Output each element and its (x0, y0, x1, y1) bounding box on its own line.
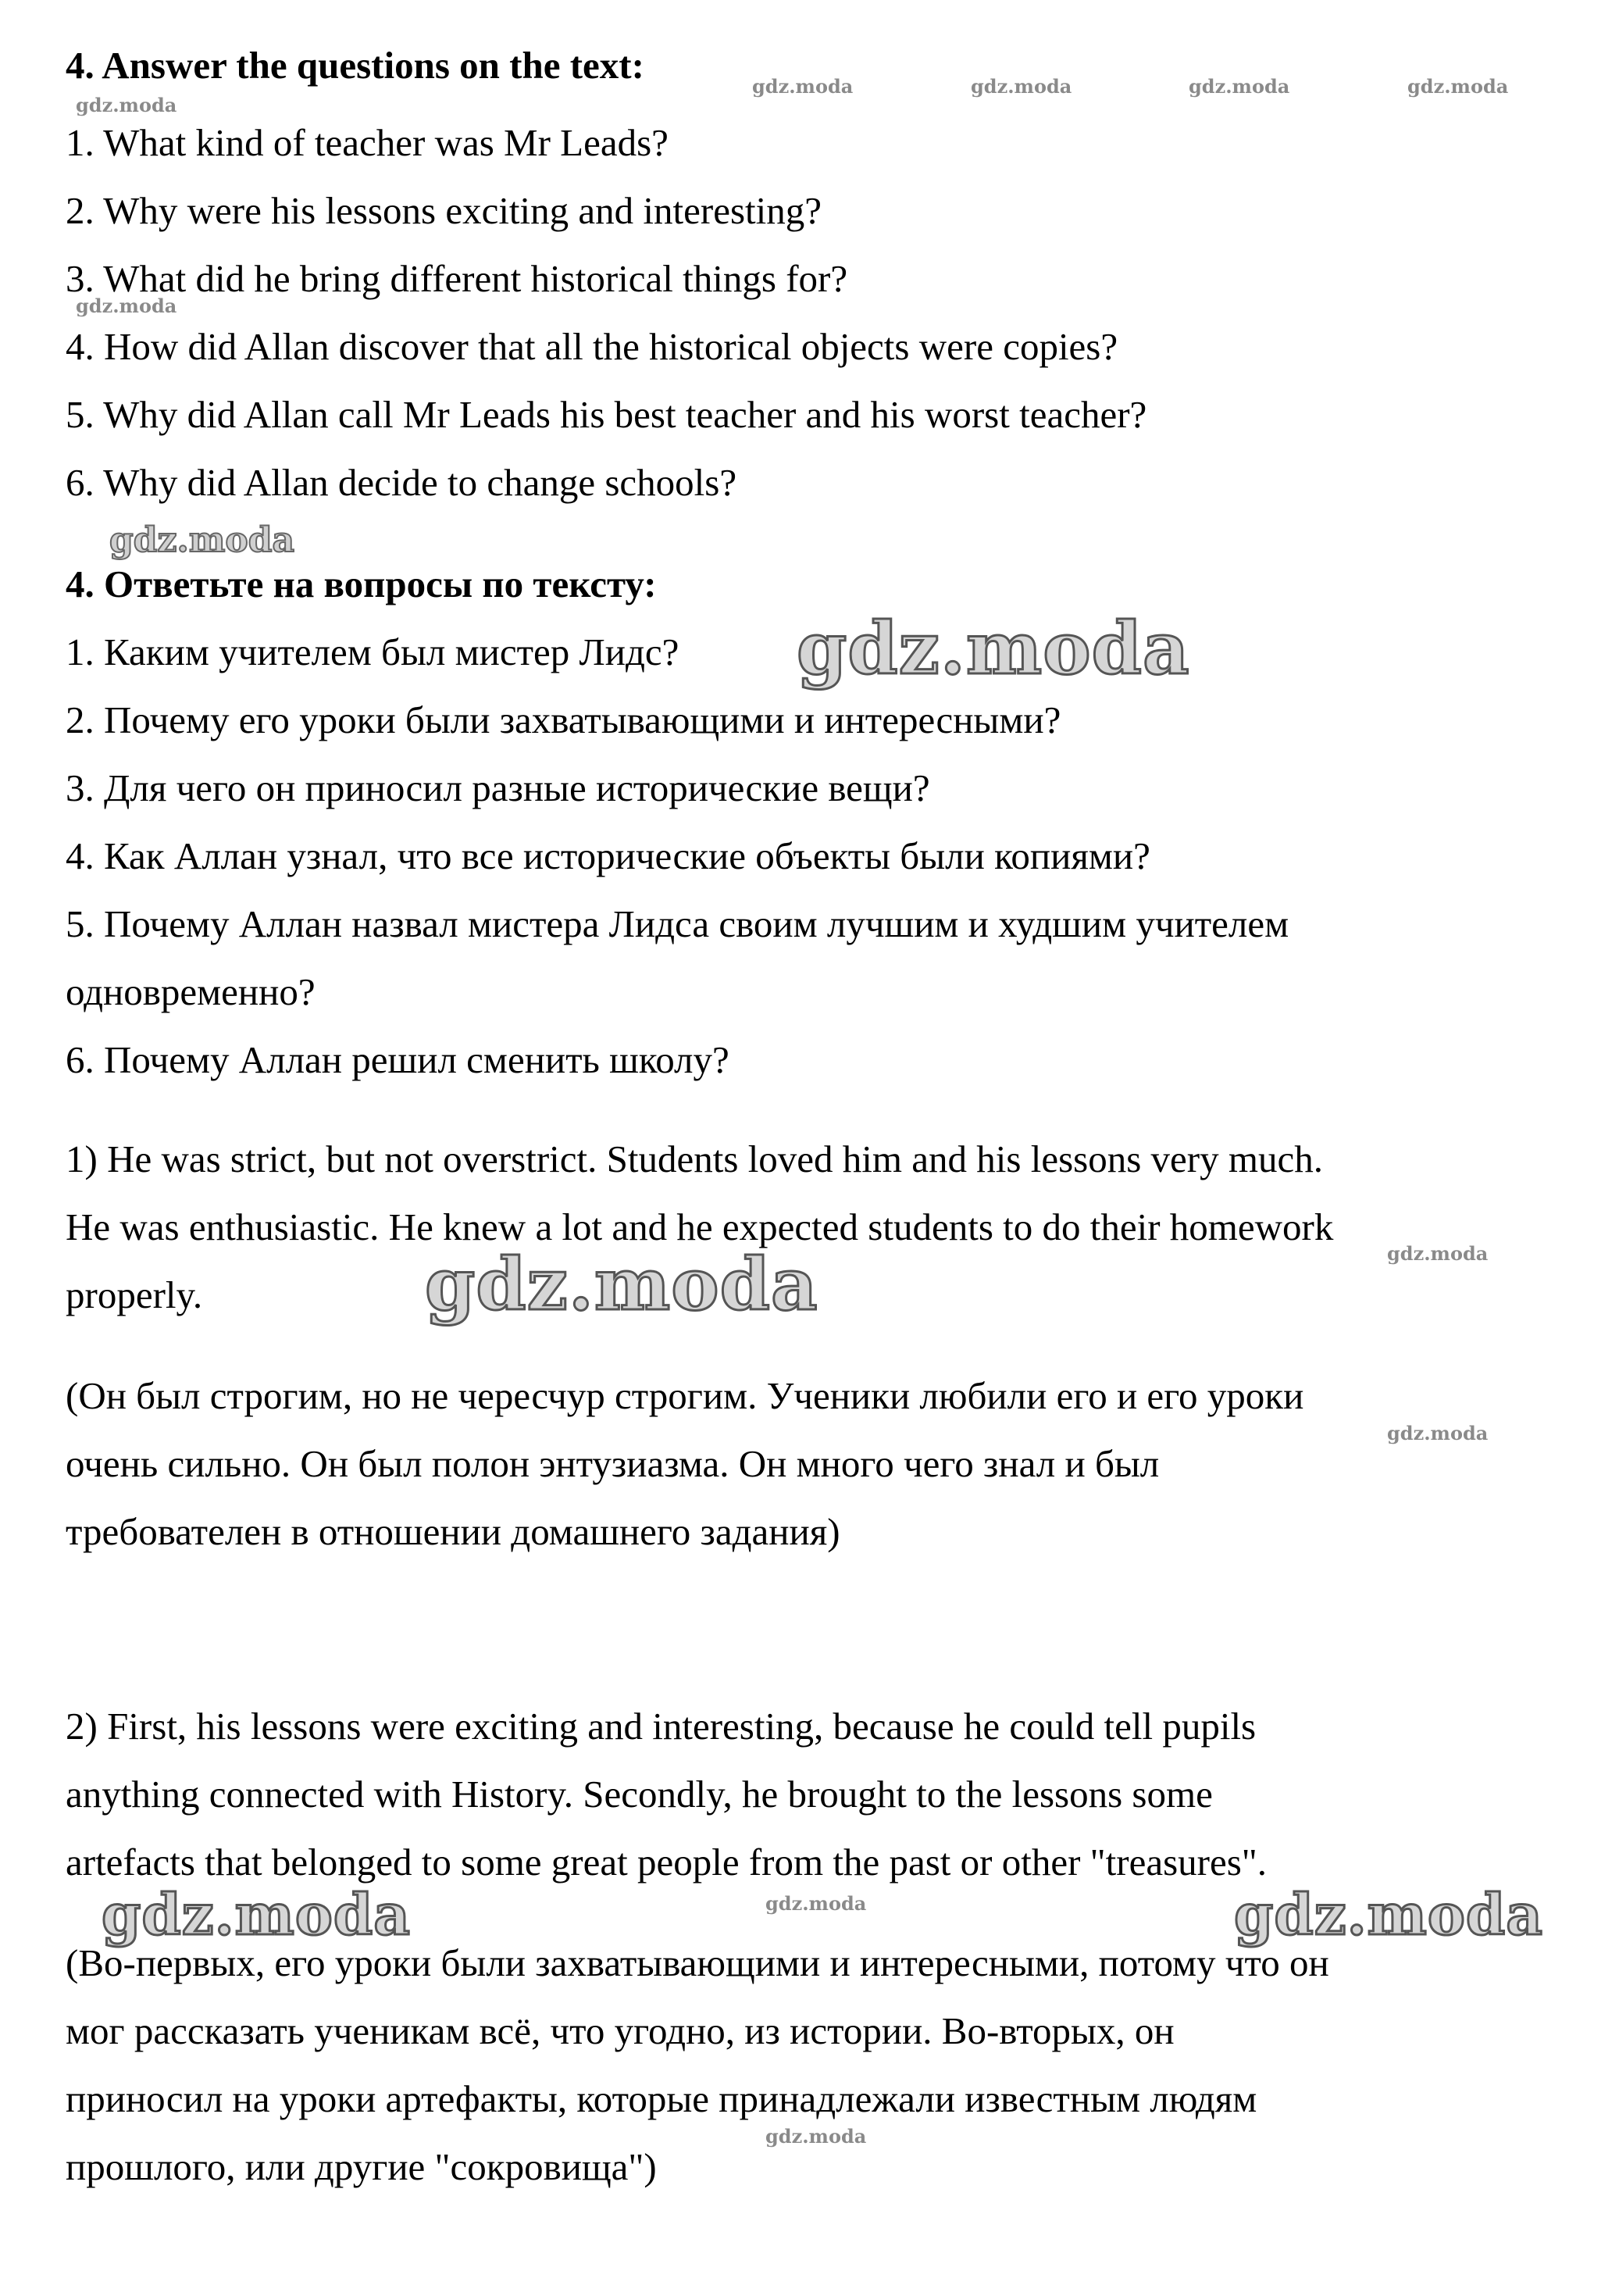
watermark: gdz.moda (76, 94, 177, 116)
watermark: gdz.moda (102, 1881, 411, 1948)
question-en-6: 6. Why did Allan decide to change schools? (66, 461, 737, 504)
watermark: gdz.moda (1387, 1242, 1489, 1265)
watermark: gdz.moda (1234, 1881, 1543, 1948)
question-en-4: 4. How did Allan discover that all the historical objects were copies? (66, 325, 1118, 368)
watermark: gdz.moda (765, 1892, 867, 1915)
question-ru-6: 6. Почему Аллан решил сменить школу? (66, 1038, 729, 1081)
answer-1-en-line-3: properly. (66, 1273, 203, 1316)
answer-2-ru-line-4: прошлого, или другие "сокровища") (66, 2145, 657, 2188)
question-ru-5-continued: одновременно? (66, 970, 316, 1013)
question-ru-5: 5. Почему Аллан назвал мистера Лидса своим лучшим и худшим учителем (66, 902, 1289, 945)
watermark: gdz.moda (797, 606, 1190, 691)
answer-1-ru-line-1: (Он был строгим, но не чересчур строгим. Ученики любили его и его уроки (66, 1374, 1304, 1417)
watermark: gdz.moda (765, 2125, 867, 2148)
question-en-5: 5. Why did Allan call Mr Leads his best teacher and his worst teacher? (66, 393, 1147, 436)
question-en-2: 2. Why were his lessons exciting and interesting? (66, 189, 822, 232)
answer-2-en-line-1: 2) First, his lessons were exciting and interesting, because he could tell pupils (66, 1705, 1257, 1748)
answer-2-en-line-3: artefacts that belonged to some great people from the past or other "treasures". (66, 1841, 1268, 1884)
watermark: gdz.moda (76, 295, 177, 317)
watermark: gdz.moda (1189, 75, 1290, 98)
watermark: gdz.moda (752, 75, 854, 98)
answer-1-ru-line-3: требователен в отношении домашнего задания) (66, 1510, 840, 1553)
answer-2-ru-line-1: (Во-первых, его уроки были захватывающими и интересными, потому что он (66, 1941, 1329, 1984)
watermark: gdz.moda (425, 1242, 818, 1327)
answer-2-ru-line-2: мог рассказать ученикам всё, что угодно, из истории. Во-вторых, он (66, 2009, 1175, 2052)
questions-en-heading: 4. Answer the questions on the text: (66, 44, 644, 87)
watermark: gdz.moda (1407, 75, 1509, 98)
question-ru-3: 3. Для чего он приносил разные исторические вещи? (66, 766, 930, 809)
answer-2-en-line-2: anything connected with History. Secondly, he brought to the lessons some (66, 1773, 1213, 1816)
watermark: gdz.moda (971, 75, 1072, 98)
questions-ru-heading: 4. Ответьте на вопросы по тексту: (66, 562, 657, 605)
question-en-3: 3. What did he bring different historical things for? (66, 257, 848, 300)
question-ru-2: 2. Почему его уроки были захватывающими и интересными? (66, 698, 1061, 741)
answer-1-en-line-2: He was enthusiastic. He knew a lot and he expected students to do their homework (66, 1205, 1334, 1248)
question-ru-4: 4. Как Аллан узнал, что все исторические объекты были копиями? (66, 834, 1150, 877)
answer-1-ru-line-2: очень сильно. Он был полон энтузиазма. Он много чего знал и был (66, 1442, 1160, 1485)
question-ru-1: 1. Каким учителем был мистер Лидс? (66, 630, 679, 673)
answer-1-en-line-1: 1) He was strict, but not overstrict. Students loved him and his lessons very much. (66, 1137, 1323, 1180)
watermark: gdz.moda (109, 520, 295, 560)
question-en-1: 1. What kind of teacher was Mr Leads? (66, 121, 669, 164)
answer-2-ru-line-3: приносил на уроки артефакты, которые принадлежали известным людям (66, 2077, 1257, 2120)
watermark: gdz.moda (1387, 1422, 1489, 1444)
